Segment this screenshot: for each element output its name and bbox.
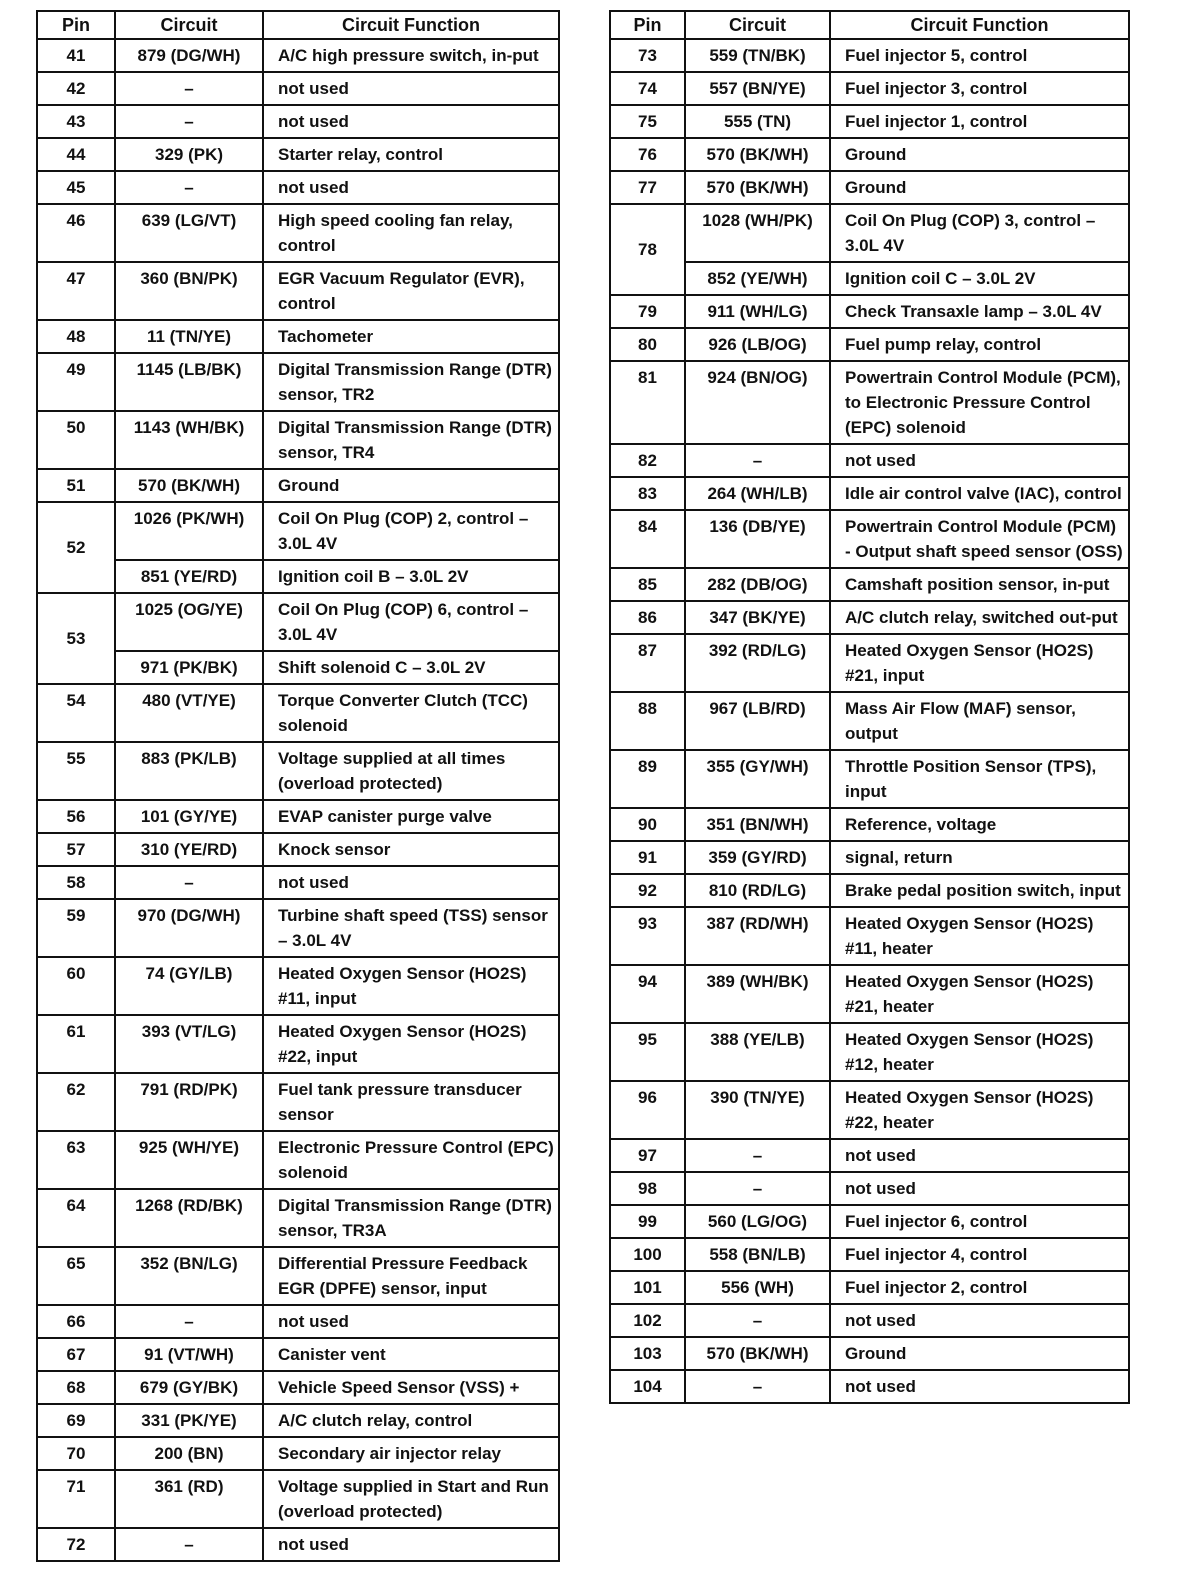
pin-number: 91 bbox=[610, 841, 685, 874]
header-pin: Pin bbox=[610, 11, 685, 39]
pin-number: 64 bbox=[37, 1189, 115, 1247]
table-row bbox=[37, 1305, 559, 1338]
circuit-id: 679 (GY/BK) bbox=[115, 1371, 263, 1404]
circuit-id: 1025 (OG/YE) bbox=[115, 593, 263, 651]
circuit-id: 331 (PK/YE) bbox=[115, 1404, 263, 1437]
circuit-function: Digital Transmission Range (DTR) sensor, TR4 bbox=[263, 411, 559, 469]
circuit-function: Check Transaxle lamp – 3.0L 4V bbox=[830, 295, 1129, 328]
table-row bbox=[610, 1271, 1129, 1304]
pin-number: 65 bbox=[37, 1247, 115, 1305]
pin-number: 101 bbox=[610, 1271, 685, 1304]
pin-number: 86 bbox=[610, 601, 685, 634]
table-row bbox=[37, 1404, 559, 1437]
table-row bbox=[610, 1081, 1129, 1139]
circuit-id: 879 (DG/WH) bbox=[115, 39, 263, 72]
circuit-id: 310 (YE/RD) bbox=[115, 833, 263, 866]
table-row bbox=[610, 1205, 1129, 1238]
table-row bbox=[610, 601, 1129, 634]
table-header-row bbox=[37, 11, 559, 39]
table-row bbox=[37, 560, 559, 593]
circuit-id: 810 (RD/LG) bbox=[685, 874, 830, 907]
table-row bbox=[610, 171, 1129, 204]
circuit-id: 970 (DG/WH) bbox=[115, 899, 263, 957]
circuit-function: Powertrain Control Module (PCM), to Electronic Pressure Control (EPC) solenoid bbox=[830, 361, 1129, 444]
pin-number: 92 bbox=[610, 874, 685, 907]
table-row bbox=[610, 750, 1129, 808]
table-row bbox=[610, 1370, 1129, 1403]
circuit-function: Starter relay, control bbox=[263, 138, 559, 171]
pin-number: 45 bbox=[37, 171, 115, 204]
table-row bbox=[610, 634, 1129, 692]
circuit-id: 480 (VT/YE) bbox=[115, 684, 263, 742]
pin-number: 50 bbox=[37, 411, 115, 469]
circuit-id: – bbox=[115, 866, 263, 899]
circuit-id: – bbox=[115, 72, 263, 105]
table-row bbox=[610, 1023, 1129, 1081]
circuit-function: Digital Transmission Range (DTR) sensor, TR2 bbox=[263, 353, 559, 411]
circuit-function: Heated Oxygen Sensor (HO2S) #22, heater bbox=[830, 1081, 1129, 1139]
circuit-function: Coil On Plug (COP) 2, control – 3.0L 4V bbox=[263, 502, 559, 560]
pin-number: 58 bbox=[37, 866, 115, 899]
pin-number: 99 bbox=[610, 1205, 685, 1238]
pin-number: 63 bbox=[37, 1131, 115, 1189]
circuit-function: Vehicle Speed Sensor (VSS) + bbox=[263, 1371, 559, 1404]
circuit-id: 558 (BN/LB) bbox=[685, 1238, 830, 1271]
circuit-function: not used bbox=[830, 444, 1129, 477]
header-pin: Pin bbox=[37, 11, 115, 39]
table-row bbox=[610, 204, 1129, 262]
circuit-id: 971 (PK/BK) bbox=[115, 651, 263, 684]
pin-number: 84 bbox=[610, 510, 685, 568]
circuit-function: not used bbox=[263, 866, 559, 899]
circuit-function: Ground bbox=[830, 138, 1129, 171]
pin-number: 80 bbox=[610, 328, 685, 361]
circuit-id: – bbox=[685, 1304, 830, 1337]
circuit-function: Idle air control valve (IAC), control bbox=[830, 477, 1129, 510]
pin-number: 56 bbox=[37, 800, 115, 833]
circuit-id: 570 (BK/WH) bbox=[685, 171, 830, 204]
circuit-id: – bbox=[115, 1528, 263, 1561]
circuit-function: Electronic Pressure Control (EPC) solenoid bbox=[263, 1131, 559, 1189]
table-row bbox=[610, 138, 1129, 171]
pin-number: 44 bbox=[37, 138, 115, 171]
table-row bbox=[37, 411, 559, 469]
circuit-function: Knock sensor bbox=[263, 833, 559, 866]
circuit-function: Heated Oxygen Sensor (HO2S) #22, input bbox=[263, 1015, 559, 1073]
circuit-id: 1028 (WH/PK) bbox=[685, 204, 830, 262]
table-row bbox=[37, 353, 559, 411]
pin-number: 76 bbox=[610, 138, 685, 171]
table-row bbox=[37, 1131, 559, 1189]
circuit-function: Throttle Position Sensor (TPS), input bbox=[830, 750, 1129, 808]
circuit-function: A/C high pressure switch, in-put bbox=[263, 39, 559, 72]
table-row bbox=[610, 1304, 1129, 1337]
table-row bbox=[37, 1338, 559, 1371]
table-row bbox=[37, 1015, 559, 1073]
circuit-function: Powertrain Control Module (PCM) - Output shaft speed sensor (OSS) bbox=[830, 510, 1129, 568]
pin-number: 48 bbox=[37, 320, 115, 353]
circuit-function: Brake pedal position switch, input bbox=[830, 874, 1129, 907]
table-body-left bbox=[37, 39, 559, 1561]
circuit-id: 852 (YE/WH) bbox=[685, 262, 830, 295]
pin-number: 85 bbox=[610, 568, 685, 601]
pin-table-right bbox=[609, 10, 1130, 1404]
table-row bbox=[610, 1172, 1129, 1205]
circuit-function: not used bbox=[263, 72, 559, 105]
table-row bbox=[37, 866, 559, 899]
circuit-function: Heated Oxygen Sensor (HO2S) #21, heater bbox=[830, 965, 1129, 1023]
circuit-id: 1268 (RD/BK) bbox=[115, 1189, 263, 1247]
circuit-function: Fuel injector 6, control bbox=[830, 1205, 1129, 1238]
pin-number: 61 bbox=[37, 1015, 115, 1073]
pin-number: 97 bbox=[610, 1139, 685, 1172]
circuit-id: 359 (GY/RD) bbox=[685, 841, 830, 874]
table-row bbox=[610, 444, 1129, 477]
circuit-id: 360 (BN/PK) bbox=[115, 262, 263, 320]
circuit-function: Voltage supplied at all times (overload protected) bbox=[263, 742, 559, 800]
pin-number: 59 bbox=[37, 899, 115, 957]
table-body-right bbox=[610, 39, 1129, 1403]
pin-number: 72 bbox=[37, 1528, 115, 1561]
pin-number: 73 bbox=[610, 39, 685, 72]
circuit-id: 390 (TN/YE) bbox=[685, 1081, 830, 1139]
circuit-id: 560 (LG/OG) bbox=[685, 1205, 830, 1238]
pin-number: 93 bbox=[610, 907, 685, 965]
table-row bbox=[610, 568, 1129, 601]
table-row bbox=[610, 1139, 1129, 1172]
circuit-id: 570 (BK/WH) bbox=[115, 469, 263, 502]
circuit-function: Ignition coil B – 3.0L 2V bbox=[263, 560, 559, 593]
table-row bbox=[37, 957, 559, 1015]
circuit-function: Fuel injector 4, control bbox=[830, 1238, 1129, 1271]
table-row bbox=[610, 105, 1129, 138]
circuit-function: not used bbox=[830, 1172, 1129, 1205]
circuit-function: signal, return bbox=[830, 841, 1129, 874]
pin-number: 43 bbox=[37, 105, 115, 138]
pin-number: 79 bbox=[610, 295, 685, 328]
circuit-function: Voltage supplied in Start and Run (overload protected) bbox=[263, 1470, 559, 1528]
circuit-id: – bbox=[685, 1139, 830, 1172]
table-row bbox=[610, 328, 1129, 361]
pin-number: 82 bbox=[610, 444, 685, 477]
table-row bbox=[37, 138, 559, 171]
pin-number: 100 bbox=[610, 1238, 685, 1271]
circuit-function: Shift solenoid C – 3.0L 2V bbox=[263, 651, 559, 684]
circuit-id: 264 (WH/LB) bbox=[685, 477, 830, 510]
circuit-function: EVAP canister purge valve bbox=[263, 800, 559, 833]
pin-number: 54 bbox=[37, 684, 115, 742]
circuit-function: Heated Oxygen Sensor (HO2S) #11, heater bbox=[830, 907, 1129, 965]
table-row bbox=[37, 502, 559, 560]
table-row bbox=[37, 1437, 559, 1470]
circuit-id: 351 (BN/WH) bbox=[685, 808, 830, 841]
pin-number: 78 bbox=[610, 204, 685, 295]
circuit-function: Coil On Plug (COP) 6, control – 3.0L 4V bbox=[263, 593, 559, 651]
pin-number: 88 bbox=[610, 692, 685, 750]
circuit-id: 352 (BN/LG) bbox=[115, 1247, 263, 1305]
circuit-id: 555 (TN) bbox=[685, 105, 830, 138]
table-row bbox=[37, 1470, 559, 1528]
circuit-id: 924 (BN/OG) bbox=[685, 361, 830, 444]
pin-number: 83 bbox=[610, 477, 685, 510]
circuit-function: High speed cooling fan relay, control bbox=[263, 204, 559, 262]
pin-number: 70 bbox=[37, 1437, 115, 1470]
circuit-id: 925 (WH/YE) bbox=[115, 1131, 263, 1189]
circuit-function: not used bbox=[263, 1528, 559, 1561]
pin-number: 67 bbox=[37, 1338, 115, 1371]
pin-number: 57 bbox=[37, 833, 115, 866]
circuit-function: Ground bbox=[263, 469, 559, 502]
pin-number: 102 bbox=[610, 1304, 685, 1337]
pin-number: 71 bbox=[37, 1470, 115, 1528]
pin-number: 95 bbox=[610, 1023, 685, 1081]
circuit-id: 1145 (LB/BK) bbox=[115, 353, 263, 411]
circuit-id: 11 (TN/YE) bbox=[115, 320, 263, 353]
circuit-function: Ignition coil C – 3.0L 2V bbox=[830, 262, 1129, 295]
circuit-id: 91 (VT/WH) bbox=[115, 1338, 263, 1371]
table-row bbox=[610, 841, 1129, 874]
circuit-id: 883 (PK/LB) bbox=[115, 742, 263, 800]
circuit-id: 101 (GY/YE) bbox=[115, 800, 263, 833]
table-row bbox=[37, 742, 559, 800]
circuit-id: 282 (DB/OG) bbox=[685, 568, 830, 601]
circuit-id: 387 (RD/WH) bbox=[685, 907, 830, 965]
table-row bbox=[37, 651, 559, 684]
table-row bbox=[610, 965, 1129, 1023]
circuit-function: EGR Vacuum Regulator (EVR), control bbox=[263, 262, 559, 320]
circuit-function: Fuel injector 3, control bbox=[830, 72, 1129, 105]
header-function: Circuit Function bbox=[830, 11, 1129, 39]
circuit-id: – bbox=[115, 171, 263, 204]
pin-number: 69 bbox=[37, 1404, 115, 1437]
circuit-id: 355 (GY/WH) bbox=[685, 750, 830, 808]
pin-number: 74 bbox=[610, 72, 685, 105]
table-row bbox=[610, 907, 1129, 965]
circuit-id: 791 (RD/PK) bbox=[115, 1073, 263, 1131]
circuit-id: 361 (RD) bbox=[115, 1470, 263, 1528]
circuit-function: Reference, voltage bbox=[830, 808, 1129, 841]
circuit-id: 911 (WH/LG) bbox=[685, 295, 830, 328]
table-row bbox=[610, 262, 1129, 295]
table-row bbox=[37, 204, 559, 262]
circuit-function: A/C clutch relay, control bbox=[263, 1404, 559, 1437]
circuit-function: Digital Transmission Range (DTR) sensor, TR3A bbox=[263, 1189, 559, 1247]
pin-number: 66 bbox=[37, 1305, 115, 1338]
table-row bbox=[37, 171, 559, 204]
table-row bbox=[37, 39, 559, 72]
table-row bbox=[610, 72, 1129, 105]
table-row bbox=[37, 320, 559, 353]
circuit-function: not used bbox=[263, 1305, 559, 1338]
circuit-id: – bbox=[115, 1305, 263, 1338]
table-row bbox=[610, 477, 1129, 510]
table-row bbox=[37, 72, 559, 105]
circuit-function: Tachometer bbox=[263, 320, 559, 353]
circuit-id: 570 (BK/WH) bbox=[685, 138, 830, 171]
pin-number: 42 bbox=[37, 72, 115, 105]
circuit-function: Fuel pump relay, control bbox=[830, 328, 1129, 361]
circuit-function: Fuel injector 2, control bbox=[830, 1271, 1129, 1304]
table-row bbox=[610, 808, 1129, 841]
pin-number: 60 bbox=[37, 957, 115, 1015]
pin-number: 51 bbox=[37, 469, 115, 502]
circuit-function: Fuel injector 1, control bbox=[830, 105, 1129, 138]
table-row bbox=[37, 105, 559, 138]
table-row bbox=[610, 361, 1129, 444]
circuit-function: Camshaft position sensor, in-put bbox=[830, 568, 1129, 601]
table-row bbox=[610, 1238, 1129, 1271]
circuit-function: not used bbox=[263, 171, 559, 204]
circuit-id: 967 (LB/RD) bbox=[685, 692, 830, 750]
circuit-id: 388 (YE/LB) bbox=[685, 1023, 830, 1081]
circuit-function: not used bbox=[263, 105, 559, 138]
circuit-function: Mass Air Flow (MAF) sensor, output bbox=[830, 692, 1129, 750]
pin-number: 81 bbox=[610, 361, 685, 444]
pin-table-left bbox=[36, 10, 560, 1562]
pin-number: 94 bbox=[610, 965, 685, 1023]
table-row bbox=[610, 692, 1129, 750]
pin-number: 41 bbox=[37, 39, 115, 72]
circuit-function: Heated Oxygen Sensor (HO2S) #21, input bbox=[830, 634, 1129, 692]
circuit-function: not used bbox=[830, 1304, 1129, 1337]
pin-number: 75 bbox=[610, 105, 685, 138]
pin-number: 103 bbox=[610, 1337, 685, 1370]
pin-number: 53 bbox=[37, 593, 115, 684]
circuit-function: Coil On Plug (COP) 3, control – 3.0L 4V bbox=[830, 204, 1129, 262]
circuit-function: not used bbox=[830, 1139, 1129, 1172]
pin-number: 55 bbox=[37, 742, 115, 800]
table-row bbox=[610, 1337, 1129, 1370]
table-row bbox=[37, 593, 559, 651]
circuit-id: – bbox=[685, 444, 830, 477]
circuit-id: 389 (WH/BK) bbox=[685, 965, 830, 1023]
table-row bbox=[37, 684, 559, 742]
pin-number: 98 bbox=[610, 1172, 685, 1205]
circuit-id: – bbox=[115, 105, 263, 138]
table-row bbox=[37, 262, 559, 320]
circuit-id: 136 (DB/YE) bbox=[685, 510, 830, 568]
pin-number: 68 bbox=[37, 1371, 115, 1404]
circuit-id: 559 (TN/BK) bbox=[685, 39, 830, 72]
pin-number: 96 bbox=[610, 1081, 685, 1139]
table-header-row bbox=[610, 11, 1129, 39]
circuit-function: Heated Oxygen Sensor (HO2S) #11, input bbox=[263, 957, 559, 1015]
circuit-id: 329 (PK) bbox=[115, 138, 263, 171]
circuit-function: Secondary air injector relay bbox=[263, 1437, 559, 1470]
pin-number: 89 bbox=[610, 750, 685, 808]
circuit-function: Fuel tank pressure transducer sensor bbox=[263, 1073, 559, 1131]
table-row bbox=[37, 833, 559, 866]
table-row bbox=[37, 1371, 559, 1404]
circuit-id: 392 (RD/LG) bbox=[685, 634, 830, 692]
circuit-function: not used bbox=[830, 1370, 1129, 1403]
pin-number: 47 bbox=[37, 262, 115, 320]
pin-number: 62 bbox=[37, 1073, 115, 1131]
circuit-id: 639 (LG/VT) bbox=[115, 204, 263, 262]
pin-number: 90 bbox=[610, 808, 685, 841]
table-row bbox=[610, 874, 1129, 907]
table-row bbox=[37, 1189, 559, 1247]
pin-number: 77 bbox=[610, 171, 685, 204]
circuit-id: 926 (LB/OG) bbox=[685, 328, 830, 361]
table-row bbox=[610, 510, 1129, 568]
circuit-id: 74 (GY/LB) bbox=[115, 957, 263, 1015]
circuit-id: 570 (BK/WH) bbox=[685, 1337, 830, 1370]
table-row bbox=[37, 800, 559, 833]
table-row bbox=[610, 39, 1129, 72]
circuit-id: 200 (BN) bbox=[115, 1437, 263, 1470]
table-row bbox=[37, 1528, 559, 1561]
circuit-function: Ground bbox=[830, 171, 1129, 204]
table-row bbox=[37, 469, 559, 502]
circuit-id: 1026 (PK/WH) bbox=[115, 502, 263, 560]
table-row bbox=[37, 899, 559, 957]
header-circuit: Circuit bbox=[685, 11, 830, 39]
circuit-function: Turbine shaft speed (TSS) sensor – 3.0L 4V bbox=[263, 899, 559, 957]
circuit-id: 1143 (WH/BK) bbox=[115, 411, 263, 469]
pin-number: 104 bbox=[610, 1370, 685, 1403]
circuit-function: Differential Pressure Feedback EGR (DPFE) sensor, input bbox=[263, 1247, 559, 1305]
pin-number: 49 bbox=[37, 353, 115, 411]
circuit-id: 851 (YE/RD) bbox=[115, 560, 263, 593]
pin-number: 87 bbox=[610, 634, 685, 692]
pin-number: 46 bbox=[37, 204, 115, 262]
circuit-function: Canister vent bbox=[263, 1338, 559, 1371]
header-circuit: Circuit bbox=[115, 11, 263, 39]
table-row bbox=[610, 295, 1129, 328]
circuit-id: – bbox=[685, 1370, 830, 1403]
table-row bbox=[37, 1073, 559, 1131]
circuit-function: Fuel injector 5, control bbox=[830, 39, 1129, 72]
circuit-id: 557 (BN/YE) bbox=[685, 72, 830, 105]
circuit-function: Ground bbox=[830, 1337, 1129, 1370]
circuit-function: Heated Oxygen Sensor (HO2S) #12, heater bbox=[830, 1023, 1129, 1081]
table-row bbox=[37, 1247, 559, 1305]
circuit-function: Torque Converter Clutch (TCC) solenoid bbox=[263, 684, 559, 742]
pin-number: 52 bbox=[37, 502, 115, 593]
circuit-id: – bbox=[685, 1172, 830, 1205]
circuit-function: A/C clutch relay, switched out-put bbox=[830, 601, 1129, 634]
circuit-id: 393 (VT/LG) bbox=[115, 1015, 263, 1073]
header-function: Circuit Function bbox=[263, 11, 559, 39]
circuit-id: 347 (BK/YE) bbox=[685, 601, 830, 634]
circuit-id: 556 (WH) bbox=[685, 1271, 830, 1304]
